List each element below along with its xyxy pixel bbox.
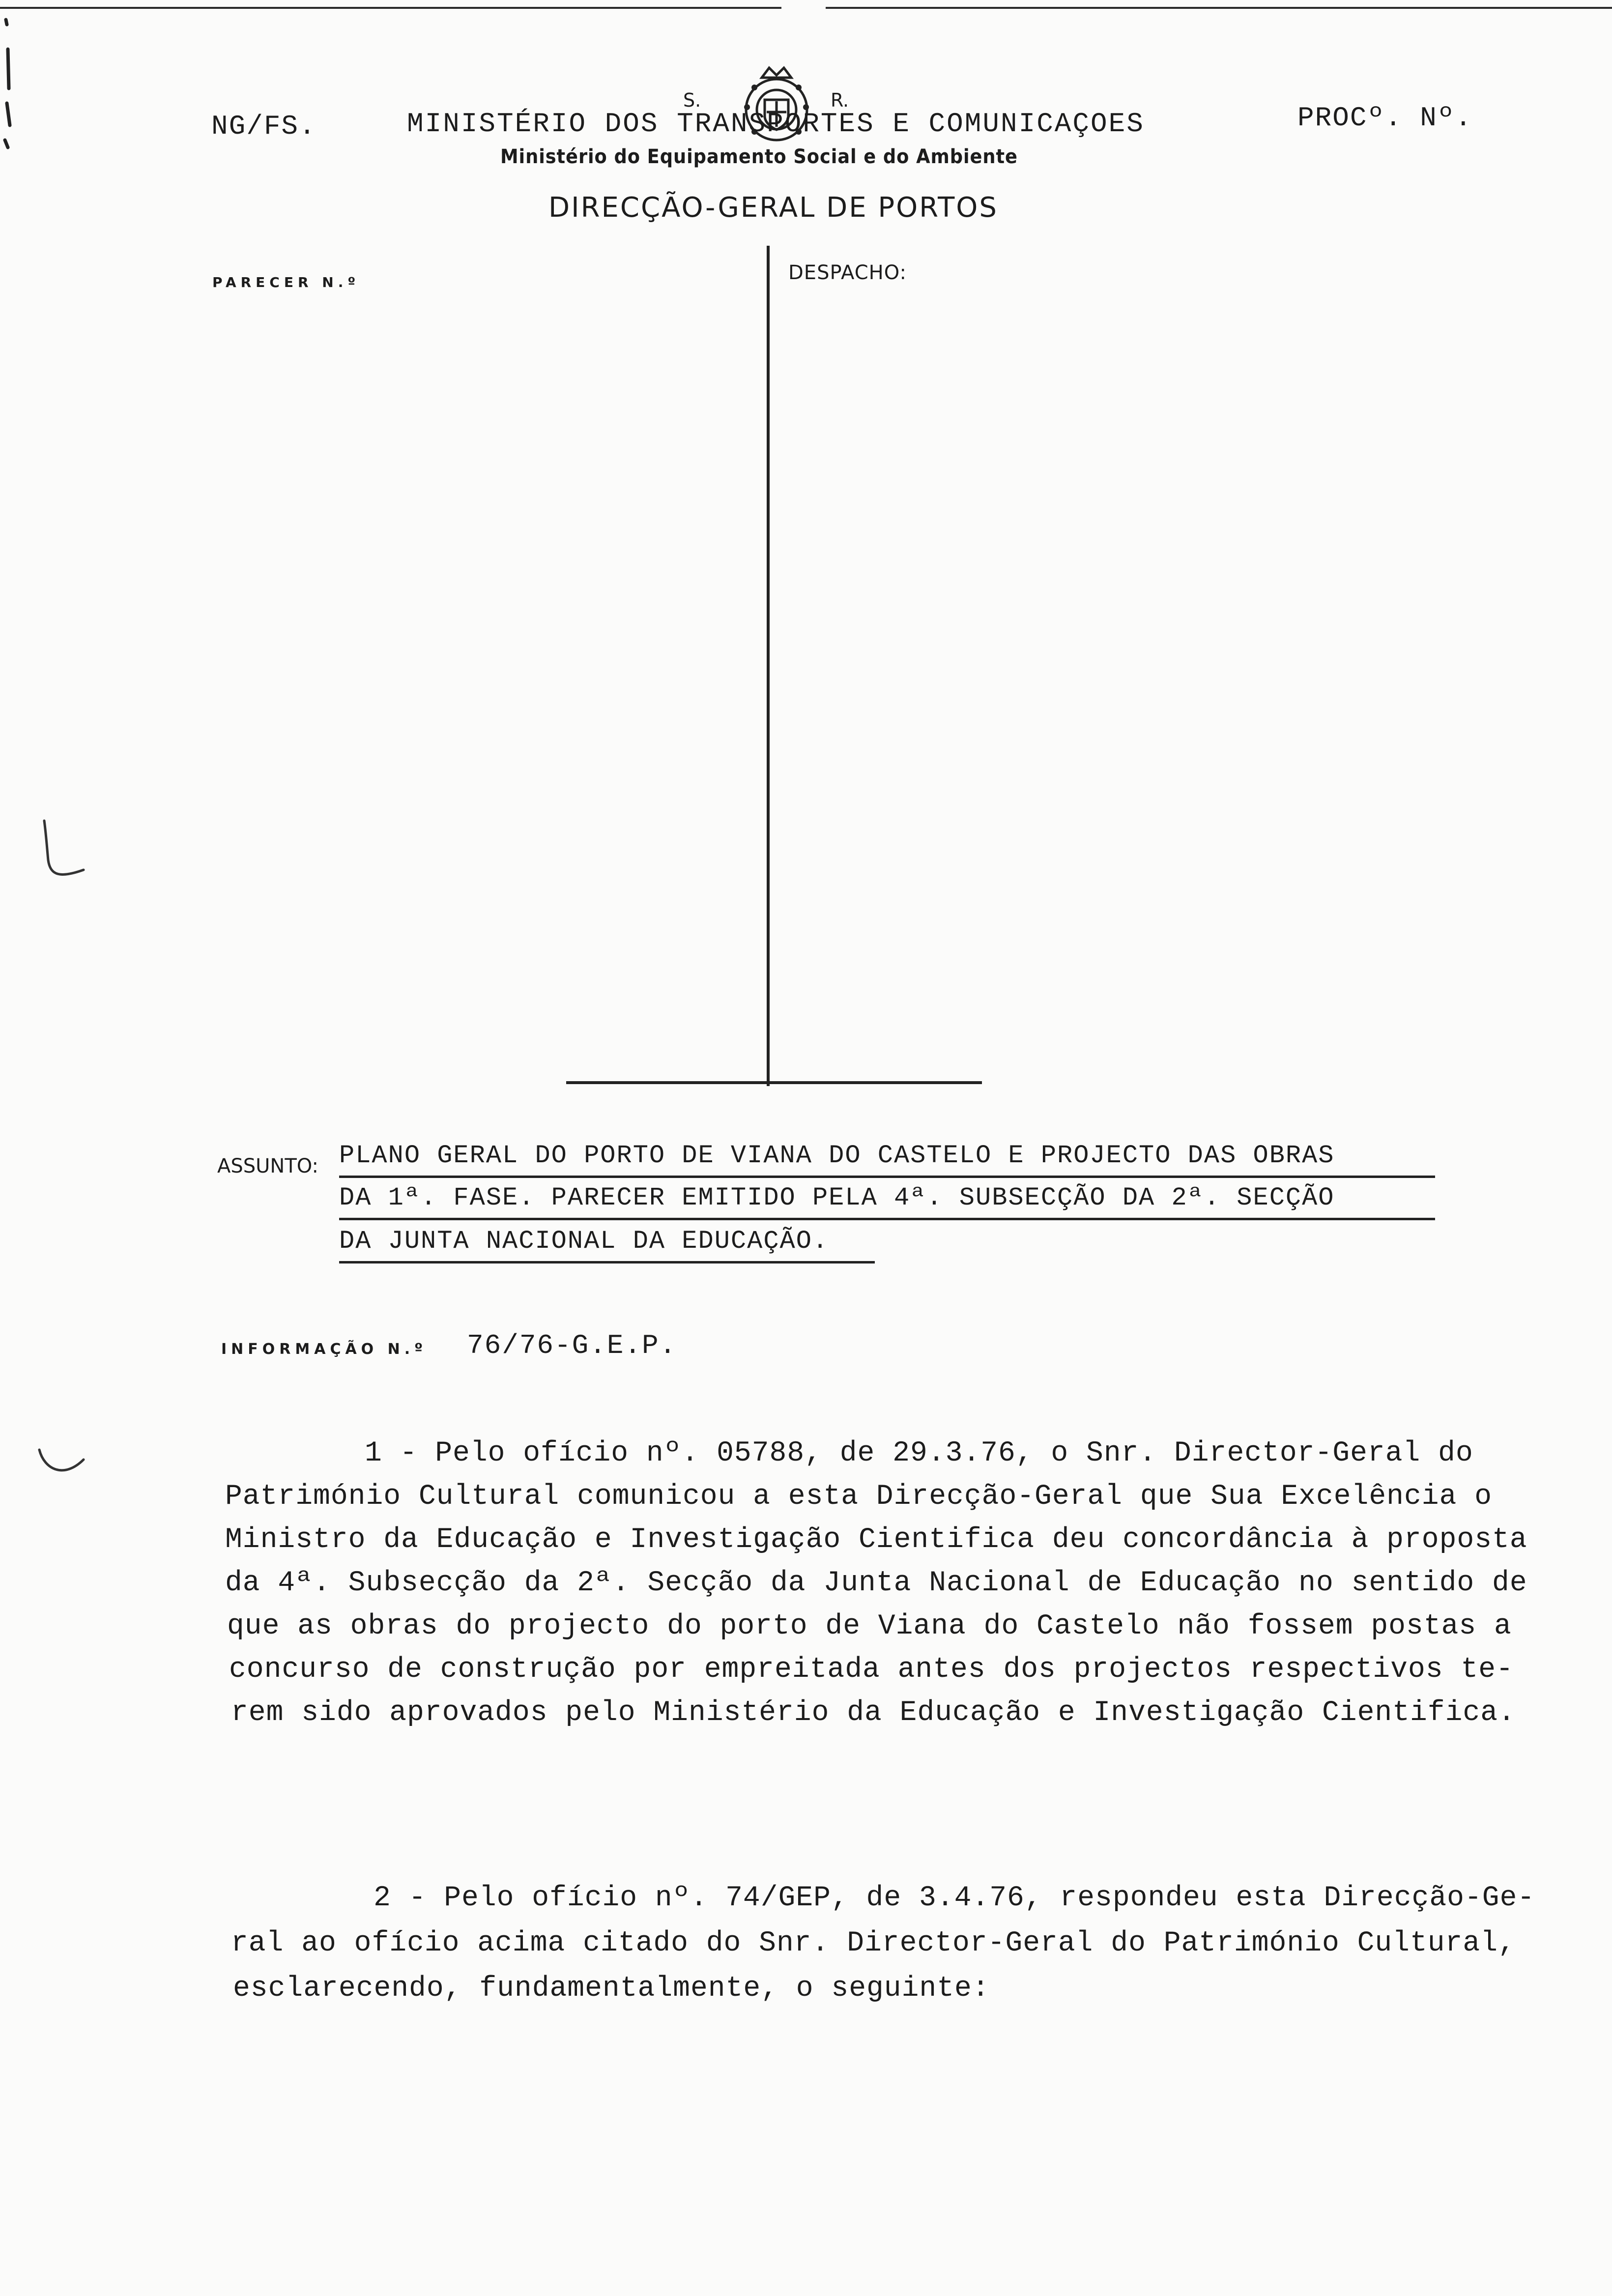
- margin-handwriting-mark: [0, 15, 29, 152]
- subject-underline: [339, 1261, 875, 1263]
- subject-underline: [339, 1218, 1435, 1220]
- paragraph-line: 1 - Pelo ofício nº. 05788, de 29.3.76, o Snr. Director-Geral do: [365, 1437, 1473, 1469]
- paragraph-line: Ministro da Educação e Investigação Cientifica deu concordância à proposta: [225, 1524, 1527, 1556]
- department-title: DIRECÇÃO-GERAL DE PORTOS: [548, 192, 998, 224]
- paragraph-line: da 4ª. Subsecção da 2ª. Secção da Junta Nacional de Educação no sentido de: [225, 1567, 1527, 1599]
- subject-label: ASSUNTO:: [217, 1155, 319, 1177]
- paragraph-line: 2 - Pelo ofício nº. 74/GEP, de 3.4.76, respondeu esta Direcção-Ge-: [374, 1882, 1535, 1914]
- subject-line: DA 1ª. FASE. PARECER EMITIDO PELA 4ª. SUBSECÇÃO DA 2ª. SECÇÃO: [339, 1183, 1335, 1212]
- struck-ministry-title: Ministério do Equipamento Social e do Ambiente: [500, 145, 1018, 168]
- paragraph-line: ral ao ofício acima citado do Snr. Director-Geral do Património Cultural,: [231, 1927, 1516, 1959]
- top-border-line: [826, 7, 1612, 9]
- subject-line: DA JUNTA NACIONAL DA EDUCAÇÃO.: [339, 1227, 829, 1256]
- form-divider-horizontal: [566, 1081, 982, 1084]
- ministry-title: MINISTÉRIO DOS TRANSPORTES E COMUNICAÇOES: [407, 108, 1145, 140]
- parecer-label: PARECER N.º: [212, 274, 360, 290]
- paragraph-line: Património Cultural comunicou a esta Direcção-Geral que Sua Excelência o: [225, 1481, 1493, 1513]
- coat-of-arms-seal-icon: [732, 58, 821, 156]
- form-divider-vertical: [767, 246, 770, 1086]
- subject-line: PLANO GERAL DO PORTO DE VIANA DO CASTELO E PROJECTO DAS OBRAS: [339, 1141, 1335, 1170]
- seal-letter-right: R.: [831, 89, 849, 111]
- margin-handwriting-mark: [29, 1440, 103, 1499]
- reference-code: NG/FS.: [211, 111, 317, 142]
- seal-letter-left: S.: [683, 89, 701, 111]
- process-number-label: PROCº. Nº.: [1297, 102, 1473, 134]
- paragraph-line: concurso de construção por empreitada antes dos projectos respectivos te-: [229, 1654, 1514, 1686]
- margin-handwriting-mark: [25, 816, 98, 890]
- paragraph-line: que as obras do projecto do porto de Viana do Castelo não fossem postas a: [227, 1610, 1512, 1642]
- despacho-label: DESPACHO:: [788, 261, 907, 284]
- informacao-label: INFORMAÇÃO N.º: [221, 1341, 428, 1358]
- paragraph-line: rem sido aprovados pelo Ministério da Educação e Investigação Cientifica.: [231, 1697, 1516, 1729]
- subject-underline: [339, 1176, 1435, 1178]
- paragraph-line: esclarecendo, fundamentalmente, o seguinte:: [233, 1973, 990, 2005]
- informacao-number: 76/76-G.E.P.: [467, 1330, 677, 1361]
- top-border-line: [0, 7, 781, 9]
